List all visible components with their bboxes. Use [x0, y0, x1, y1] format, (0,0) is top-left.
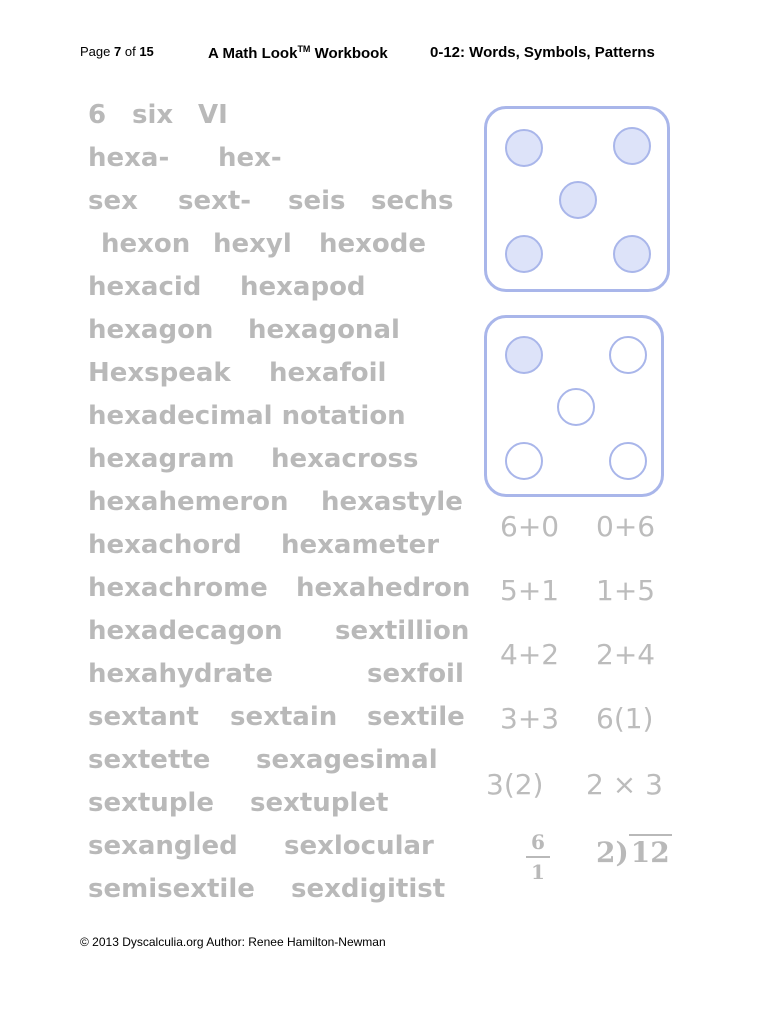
word-line: [88, 229, 478, 265]
die-pip: [613, 127, 651, 165]
word: seis: [288, 186, 346, 216]
word: hexachrome: [88, 573, 268, 603]
dividend: 12: [630, 836, 670, 869]
workbook-subtitle: 0-12: Words, Symbols, Patterns: [430, 44, 655, 61]
word-line: [88, 831, 478, 867]
word-line: [88, 874, 478, 910]
word: sexdigitist: [291, 874, 446, 904]
word: sextillion: [335, 616, 470, 646]
word: hexyl: [213, 229, 292, 259]
word-line: [88, 272, 478, 308]
word: sextuple: [88, 788, 214, 818]
die-pip: [505, 336, 543, 374]
word-line: [88, 186, 478, 222]
word: sextuplet: [250, 788, 389, 818]
die-pip: [505, 235, 543, 273]
die-pip: [557, 388, 595, 426]
word-line: [88, 143, 478, 179]
workbook-title: A Math Look™ Workbook: [208, 44, 388, 62]
word-line: [88, 616, 478, 652]
die-pip: [609, 336, 647, 374]
fraction-numerator: 6: [531, 830, 545, 854]
word: hexafoil: [269, 358, 387, 388]
word: hexahemeron: [88, 487, 289, 517]
word: hexode: [319, 229, 427, 259]
page-header: [80, 44, 680, 64]
word-line: [88, 788, 478, 824]
word: hexameter: [281, 530, 440, 560]
word: 6: [88, 100, 107, 130]
page-footer: © 2013 Dyscalculia.org Author: Renee Hamilton-Newman: [80, 935, 386, 949]
page-number: Page 7 of 15: [80, 44, 154, 59]
word-line: [88, 444, 478, 480]
equation: 3(2): [486, 768, 544, 801]
word: sexfoil: [367, 659, 464, 689]
word: sex: [88, 186, 138, 216]
word: hexacid: [88, 272, 202, 302]
word: sexlocular: [284, 831, 434, 861]
divisor: 2: [596, 836, 616, 869]
word: sextette: [88, 745, 211, 775]
word: hexagon: [88, 315, 214, 345]
die-face-top: [484, 106, 670, 292]
word: hexon: [101, 229, 191, 259]
die-face-bottom: [484, 315, 664, 497]
word: VI: [198, 100, 228, 130]
equation: 2 × 3: [586, 768, 663, 801]
fraction-six-over-one: [526, 830, 550, 884]
word: sext-: [178, 186, 252, 216]
word-line: [88, 401, 478, 437]
equation: 6+0: [500, 510, 560, 543]
word: hexa-: [88, 143, 170, 173]
division-bracket: ): [615, 836, 629, 869]
word: hexastyle: [321, 487, 463, 517]
equation: 5+1: [500, 574, 560, 607]
word: sexagesimal: [256, 745, 438, 775]
word-line: [88, 702, 478, 738]
word: six: [132, 100, 174, 130]
word-line: [88, 659, 478, 695]
word-line: [88, 745, 478, 781]
die-pip: [505, 442, 543, 480]
word: hexahydrate: [88, 659, 273, 689]
word-line: [88, 573, 478, 609]
word-line: [88, 487, 478, 523]
fraction-bar: [526, 856, 550, 858]
word: semisextile: [88, 874, 255, 904]
equation: 3+3: [500, 702, 560, 735]
word: hexachord: [88, 530, 242, 560]
word: Hexspeak: [88, 358, 231, 388]
word: hexagram: [88, 444, 235, 474]
fraction-denominator: 1: [531, 860, 545, 884]
word-line: [88, 358, 478, 394]
word: sechs: [371, 186, 454, 216]
word-line: [88, 315, 478, 351]
word: hexadecagon: [88, 616, 283, 646]
equation: 2+4: [596, 638, 656, 671]
die-pip: [613, 235, 651, 273]
die-pip: [609, 442, 647, 480]
word: sextant: [88, 702, 199, 732]
equation: 0+6: [596, 510, 656, 543]
die-pip: [505, 129, 543, 167]
die-pip: [559, 181, 597, 219]
word-line: [88, 100, 478, 136]
word: hexadecimal notation: [88, 401, 406, 431]
word: sexangled: [88, 831, 238, 861]
word: hexagonal: [248, 315, 400, 345]
equation: 6(1): [596, 702, 654, 735]
word: sextain: [230, 702, 338, 732]
word: hexahedron: [296, 573, 471, 603]
long-division: [596, 836, 672, 869]
word: hexapod: [240, 272, 366, 302]
word: hexacross: [271, 444, 419, 474]
word-line: [88, 530, 478, 566]
word: hex-: [218, 143, 282, 173]
word: sextile: [367, 702, 465, 732]
equation: 4+2: [500, 638, 560, 671]
equation: 1+5: [596, 574, 656, 607]
